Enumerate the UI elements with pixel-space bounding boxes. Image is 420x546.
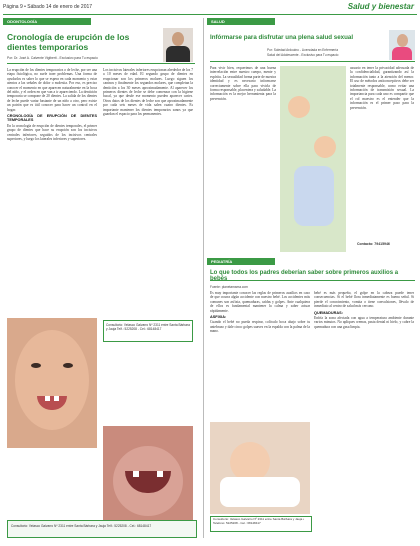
baby-care-photo [210, 422, 310, 514]
article-author: Por: Dr. José A. Calvente Vigiberti - Exclusivo para Tu espacio [7, 56, 98, 60]
title-rule [210, 280, 415, 281]
article-title: Infórmarse para disfrutar una plena salud sexual [210, 34, 354, 41]
column-2-text: Los incisivos laterales inferiores erupcionan alrededor de los 7 a 10 meses de edad. El segundo grupo de dientes en erupcionar son los primeros molares. Luego siguen los caninos y finalmente los segundos molares, que completan la dentición a los 30 meses aproximadamente. Al aparecer los primeros dientes de leche se debe comenzar con la higiene bucal, ya que desde ese momento pueden aparecer caries. Otros datos de los dientes de leche son que aproximadamente por cada seis meses de vida salen cuatro dientes. Es importante mantener los dientes temporarios sanos ya que guardan el espacio para los permanentes. [103, 68, 193, 117]
section-tag-salud: SALUD [207, 18, 275, 25]
clinic-caption: Consultorio: Velasco Galvarro Nº 2311 entre Santa Bárbara y Jauja Telf.: 5225208 - Cel.: 68148417 [106, 323, 190, 331]
article-column-1 [210, 66, 276, 252]
header-rule [3, 14, 417, 15]
article-title: Cronología de erupción de los dientes temporarios [7, 32, 130, 52]
column-1-text: La erupción de los dientes temporarios o de leche, por ser una etapa fisiológica, no suele traer problemas. Una forma de ayudarlos es saber lo que se espera en cada momento y estar atentos a las señales de dolor o molestia. Por eso, es preciso conocer el momento en que aparecen naturalmente en la boca del niño, y el orden en que van a ir apareciendo. La dentición temporaria se compone de 20 dientes. La salida de los dientes de leche puede variar bastante de un niño a otro, pero existe un patrón que es útil conocer para hacer un control en el hogar. [7, 68, 97, 112]
title-rule [7, 63, 195, 64]
column-2b-text: Enfría la zona afectada con agua a temperatura ambiente durante varios minutos. No apliques cremas, pasta dental ni hielo, y cubre la quemadura con una gasa limpia. [314, 316, 414, 329]
author-photo [163, 28, 193, 62]
pediatric-caption-box [210, 516, 312, 532]
column-2-text: bebé es más pequeño, el golpe en la cabeza puede tener consecuencias. Si el bebé llora inmediatamente es buena señal. Si pierde el conocimiento, vomita o tiene convulsiones, llévalo de inmediato al centro de salud más cercano. [314, 291, 414, 309]
subheading-quemaduras: QUEMADURAS: [314, 310, 343, 315]
column-1-text: Es muy importante conocer las reglas de primeros auxilios en caso de que ocurra algún accidente con nuestro bebé. Los accidentes más comunes son asfixia, quemaduras, caídas y golpes. Ante cualquiera de ellos es fundamental mantener la calma y saber actuar rápidamente. [210, 291, 310, 313]
column-1-text: Para vivir bien, requerimos de una buena interrelación entre nuestro cuerpo, mente y espíritu. La sexualidad forma parte de nuestra identidad y es necesario informarse correctamente sobre ella para vivirla de forma responsable, placentera y saludable. La información es la mejor herramienta para la prevención. [210, 66, 276, 101]
section-tag-odontologia: ODONTOLOGÍA [3, 18, 91, 25]
bottom-contact-box [7, 520, 197, 538]
contact-line: Contacto: 79415946 [357, 242, 390, 246]
page-header [0, 0, 420, 16]
article-title: Lo que todos los padres deberían saber sobre primeros auxilios a bebés [210, 270, 399, 282]
column-divider [203, 18, 204, 538]
column-2-text: usuario en tener la privacidad adecuada de la confidencialidad, garantizando así la información tanto a la atención del menor. El uso de métodos anticonceptivos debe ser totalmente responsable, como evitar una información de transmisión sexual. La importancia para cada uno es compartir que el rol maestro es el entender que la información es el primer paso para la prevención. [350, 66, 414, 110]
pediatric-caption: Consultorio: Velasco Galvarro Nº 2311 entre Santa Bárbara y Jauja • Telefono: 5225208 - Cel.: 68148417 [213, 517, 305, 525]
clinic-caption-box [103, 320, 193, 342]
dental-article [3, 18, 199, 538]
sexual-health-article [207, 18, 417, 254]
subheading-cronologia: CRONOLOGÍA DE ERUPCIÓN DE DIENTES TEMPORALES [7, 114, 97, 123]
column-1b-text: En la cronología de erupción de dientes temporales, el primer grupo de dientes que hace su erupción son los incisivos centrales inferiores, seguidos de los incisivos centrales superiores, y luego los laterales inferiores y superiores. [7, 123, 97, 142]
section-tag-pediatria: PEDIATRÍA [207, 258, 275, 265]
article-column-2 [103, 68, 193, 320]
couple-photo [280, 66, 346, 252]
header-page-info: Página 9 • Sábado 14 de enero de 2017 [3, 4, 93, 10]
article-column-2 [314, 291, 414, 531]
article-author-line1: Por: Soledad Ardouino - Licenciada en Enfermería [267, 48, 339, 52]
pediatric-first-aid-article [207, 258, 417, 538]
article-column-2 [350, 66, 414, 226]
subheading-asfixia: ASFIXIA: [210, 315, 227, 320]
baby-photo [7, 318, 97, 448]
article-author-line2: Salud del Adolescente - Exclusivo para Tu espacio [267, 53, 339, 57]
header-section-title: Salud y bienestar [347, 2, 414, 11]
column-1b-text: Cuando el bebé no pueda respirar, colócalo boca abajo sobre tu antebrazo y dale cinco golpes suaves en la espalda con la palma de la mano. [210, 320, 310, 334]
author-photo [389, 30, 415, 60]
article-column-1 [210, 291, 310, 419]
article-source: Fuente: planetamama.com [210, 285, 248, 289]
article-column-1 [7, 68, 97, 220]
title-rule [210, 61, 415, 62]
bottom-contact-text: Consultorio: Velasco Galvarro Nº 2311 entre Santa Bárbara y Jauja Telf.: 5225208 - Cel.: 68148417 [11, 524, 152, 528]
